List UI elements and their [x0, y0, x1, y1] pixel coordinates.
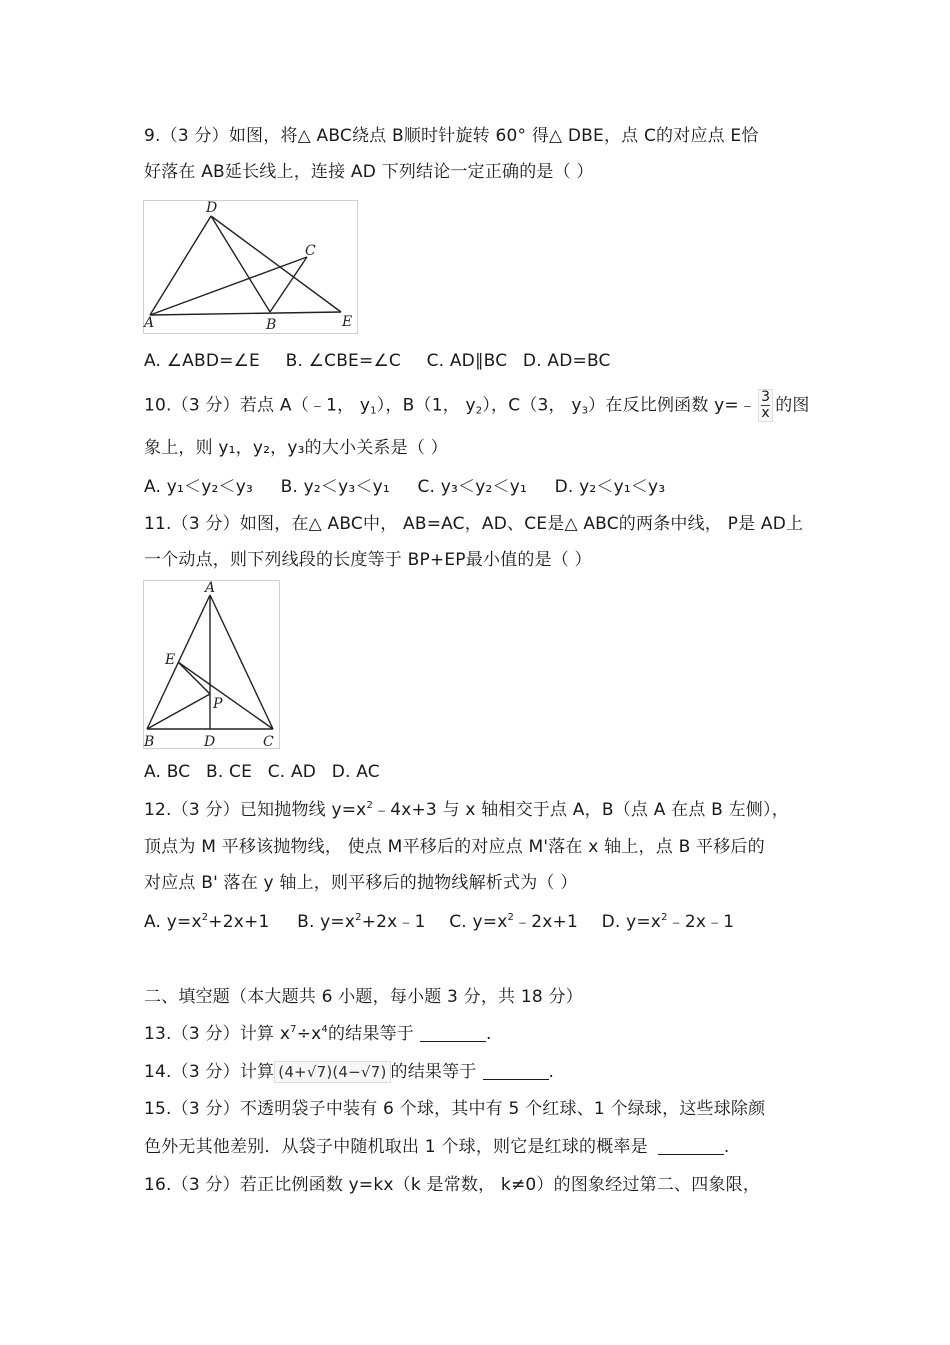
label-D: D: [206, 200, 218, 216]
seg-DB: [211, 216, 270, 312]
q10-option-a[interactable]: A. y₁＜y₂＜y₃: [144, 477, 253, 497]
seg-BC: [270, 257, 307, 312]
q9-line1: 9.（3 分）如图，将△ ABC绕点 B顺时针旋转 60° 得△ DBE，点 C的对应点 E恰: [144, 126, 759, 146]
fraction-3-over-x: $\frac{3}{x}$: [758, 389, 773, 422]
q13-answer-blank[interactable]: [420, 1024, 486, 1042]
q11-options: [144, 761, 380, 783]
q11-figure: [143, 580, 281, 750]
q9-option-b[interactable]: B. ∠CBE=∠C: [285, 351, 401, 371]
label-E: E: [342, 314, 353, 330]
q10-options: [144, 476, 665, 498]
q9-line2: 好落在 AB延长线上，连接 AD 下列结论一定正确的是（ ）: [144, 162, 594, 182]
q11-line1: 11.（3 分）如图，在△ ABC中， AB=AC，AD、CE是△ ABC的两条中线， P是 AD上: [144, 514, 804, 534]
q11-line2: 一个动点，则下列线段的长度等于 BP+EP最小值的是（ ）: [144, 550, 592, 570]
seg-AE: [150, 312, 341, 315]
q12-options: [144, 911, 734, 933]
q10-option-d[interactable]: D. y₂＜y₁＜y₃: [554, 477, 666, 497]
q14-expression: (4+√7)(4−√7): [274, 1061, 390, 1083]
section2-title: 二、填空题（本大题共 6 小题，每小题 3 分，共 18 分）: [144, 987, 583, 1007]
q11-option-b[interactable]: B. CE: [205, 762, 253, 782]
seg-EC: [178, 662, 273, 729]
q9-option-d[interactable]: D. AD=BC: [522, 351, 611, 371]
q9-option-a[interactable]: A. ∠ABD=∠E: [144, 351, 260, 371]
label-P: P: [213, 696, 223, 712]
q10-option-b[interactable]: B. y₂＜y₃＜y₁: [280, 477, 390, 497]
q12-line3: 对应点 B' 落在 y 轴上，则平移后的抛物线解析式为（ ）: [144, 873, 578, 893]
q12-option-b[interactable]: B. $y=x^2+2x﹣1$: [297, 912, 426, 932]
label-B: B: [144, 734, 155, 750]
q11-option-c[interactable]: C. AD: [267, 762, 317, 782]
q10-line1: 10.（3 分）若点 A（﹣1， $y_1$），B（1， $y_2$），C（3， $y_3$）在反比例函数 y=﹣ $\frac{3}{x}$ 的图: [144, 389, 810, 421]
q14-line: 14.（3 分）计算 (4+√7)(4−√7) 的结果等于 .: [144, 1062, 555, 1082]
q15-line2: 色外无其他差别．从袋子中随机取出 1 个球，则它是红球的概率是 .: [144, 1137, 730, 1157]
q12-line2: 顶点为 M 平移该抛物线， 使点 M平移后的对应点 M'落在 x 轴上，点 B 平移后的: [144, 837, 765, 857]
label-B: B: [266, 317, 277, 333]
label-E: E: [165, 652, 176, 668]
q15-line1: 15.（3 分）不透明袋子中装有 6 个球，其中有 5 个红球、1 个绿球，这些球除颜: [144, 1099, 766, 1119]
q9-option-c[interactable]: C. AD∥BC: [426, 351, 508, 371]
q9-options: [144, 350, 611, 372]
q13-line: 13.（3 分）计算 $x^7\div x^4$的结果等于 .: [144, 1024, 492, 1044]
seg-AD: [150, 216, 211, 315]
seg-AC: [150, 257, 307, 315]
q12-line1: 12.（3 分）已知抛物线 $y=x^2﹣4x+3$ 与 x 轴相交于点 A，B（点 A 在点 B 左侧），: [144, 800, 789, 820]
q14-answer-blank[interactable]: [483, 1062, 549, 1080]
q11-option-a[interactable]: A. BC: [144, 762, 191, 782]
q12-option-a[interactable]: A. $y=x^2+2x+1$: [144, 912, 270, 932]
q10-line2: 象上，则 y₁，y₂，y₃的大小关系是（ ）: [144, 438, 448, 458]
seg-EP: [178, 662, 210, 694]
q11-option-d[interactable]: D. AC: [331, 762, 380, 782]
q9-figure: [143, 200, 359, 335]
q10-option-c[interactable]: C. y₃＜y₂＜y₁: [417, 477, 527, 497]
label-D: D: [204, 734, 216, 750]
q16-line1: 16.（3 分）若正比例函数 y=kx（k 是常数， k≠0）的图象经过第二、四象限，: [144, 1175, 761, 1195]
label-A: A: [144, 315, 155, 331]
label-A: A: [205, 580, 216, 596]
q15-answer-blank[interactable]: [658, 1137, 724, 1155]
label-C: C: [263, 734, 274, 750]
label-C: C: [305, 243, 316, 259]
q12-option-d[interactable]: D. $y=x^2﹣2x﹣1$: [601, 912, 735, 932]
seg-DE: [211, 216, 341, 312]
seg-BP: [147, 694, 210, 729]
q12-option-c[interactable]: C. $y=x^2﹣2x+1$: [449, 912, 578, 932]
